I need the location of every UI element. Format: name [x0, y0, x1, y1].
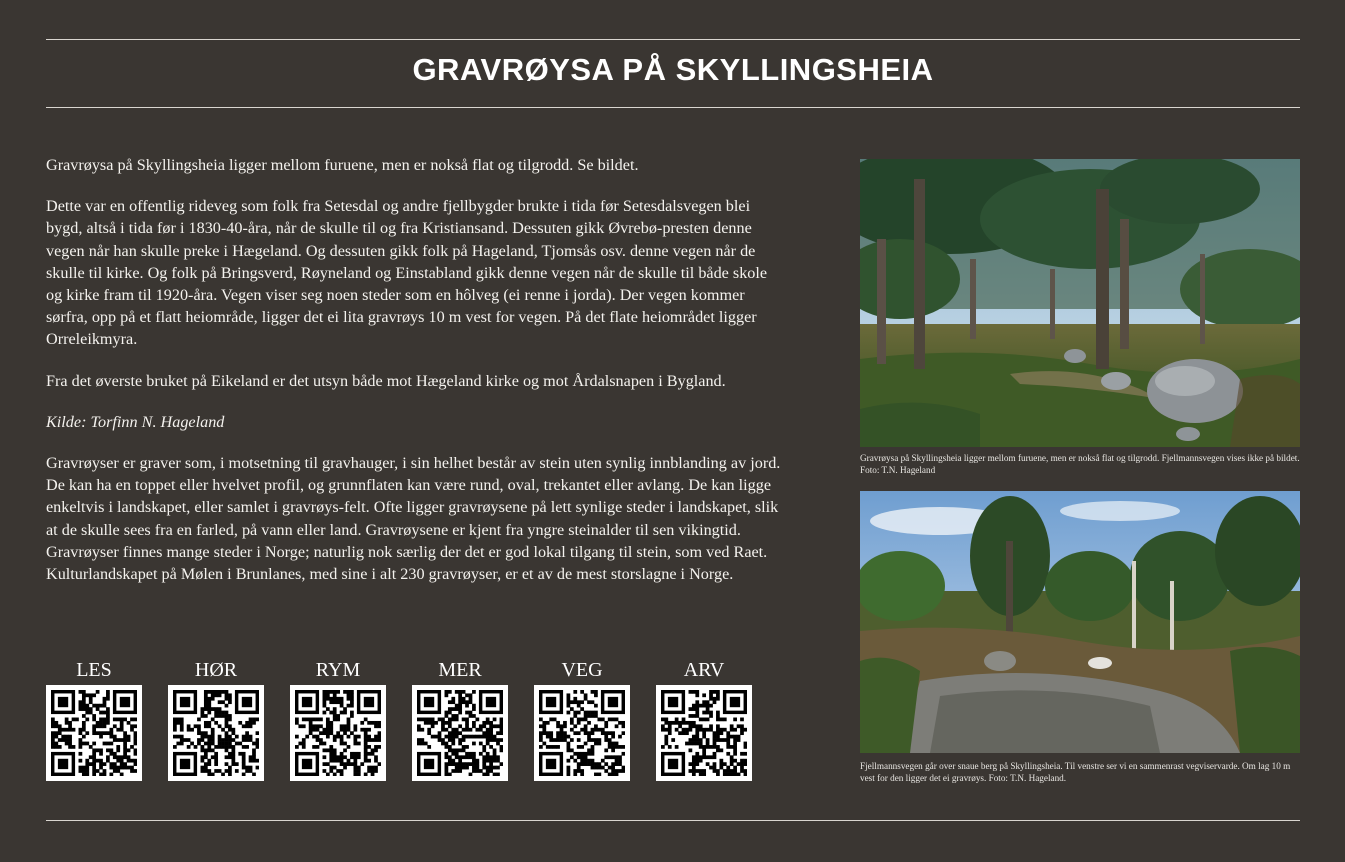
qr-item-mer[interactable] — [412, 657, 508, 781]
page-title: GRAVRØYSA PÅ SKYLLINGSHEIA — [412, 52, 934, 87]
forest-photo — [860, 159, 1300, 447]
qr-item-les[interactable] — [46, 657, 142, 781]
intro-paragraph: Gravrøysa på Skyllingsheia ligger mellom furuene, men er nokså flat og tilgrodd. Se bildet. — [46, 156, 639, 174]
qr-code-icon[interactable] — [168, 685, 264, 781]
qr-code-icon[interactable] — [534, 685, 630, 781]
qr-label: LES — [76, 659, 112, 681]
qr-label: MER — [438, 659, 482, 681]
title-rule — [46, 107, 1300, 108]
qr-code-icon[interactable] — [290, 685, 386, 781]
qr-code-icon[interactable] — [412, 685, 508, 781]
qr-item-arv[interactable] — [656, 657, 752, 781]
qr-label: ARV — [683, 659, 725, 681]
qr-code-icon[interactable] — [46, 685, 142, 781]
qr-item-hor[interactable] — [168, 657, 264, 781]
qr-label: VEG — [561, 659, 603, 681]
view-paragraph: Fra det øverste bruket på Eikeland er det utsyn både mot Hægeland kirke og mot Årdalsnapen i Bygland. — [46, 371, 726, 390]
source-credit: Kilde: Torfinn N. Hageland — [46, 412, 225, 431]
qr-item-rym[interactable] — [290, 657, 386, 781]
top-rule — [46, 39, 1300, 40]
qr-item-veg[interactable] — [534, 657, 630, 781]
heath-photo — [860, 491, 1300, 753]
bottom-rule — [46, 820, 1300, 821]
history-paragraph: Dette var en offentlig rideveg som folk fra Setesdal og andre fjellbygder brukte i tida før Setesdalsvegen blei bygd, altså i tida før i 1830-40-åra, når de skulle til og fra Kristiansand. Dessuten gikk Øvrebø-presten denne vegen når han skulle preke i Hægeland. Og dessuten gikk folk på Hageland, Tjomsås osv. denne vegen når de skulle til kirke. Og folk på Bringsverd, Røyneland og Einstabland gikk denne vegen når de skulle til både skole og kirke fram til 1920-åra. Vegen viser seg noen steder som en hôlveg (ei renne i jorda). Der vegen kommer sørfra, opp på et flatt heiområde, ligger det ei lita gravrøys 10 m vest for vegen. På det flate heiområdet ligger Orreleikmyra. — [46, 197, 768, 349]
qr-code-icon[interactable] — [656, 685, 752, 781]
qr-label: HØR — [194, 659, 238, 681]
info-paragraph: Gravrøyser er graver som, i motsetning til gravhauger, i sin helhet består av stein uten synlig innblanding av jord. De kan ha en toppet eller hvelvet profil, og grunnflaten kan være rund, oval, trekantet eller avlang. De kan ligge enkeltvis i landskapet, eller samlet i gravrøys-felt. Ofte ligger gravrøysene på lett synlige steder i landskapet, slik at de skulle sees fra en farled, på vann eller land. Gravrøysene er kjent fra yngre steinalder til sen vikingtid. Gravrøyser finnes mange steder i Norge; naturlig nok særlig der det er god lokal tilgang til stein, som ved Raet. Kulturlandskapet på Mølen i Brunlanes, med sine i alt 230 gravrøyser, er et av de mest storslagne i Norge. — [46, 454, 781, 584]
qr-label: RYM — [315, 659, 361, 681]
forest-photo-caption: Gravrøysa på Skyllingsheia ligger mellom furuene, men er nokså flat og tilgrodd. Fjellmannsvegen vises ikke på bildet. Foto: T.N. Hageland — [860, 453, 1300, 475]
main-text — [46, 154, 786, 604]
heath-photo-caption: Fjellmannsvegen går over snaue berg på Skyllingsheia. Til venstre ser vi en sammenrast vegviservarde. Om lag 10 m vest for den ligger det ei gravrøys. Foto: T.N. Hageland. — [860, 761, 1291, 783]
